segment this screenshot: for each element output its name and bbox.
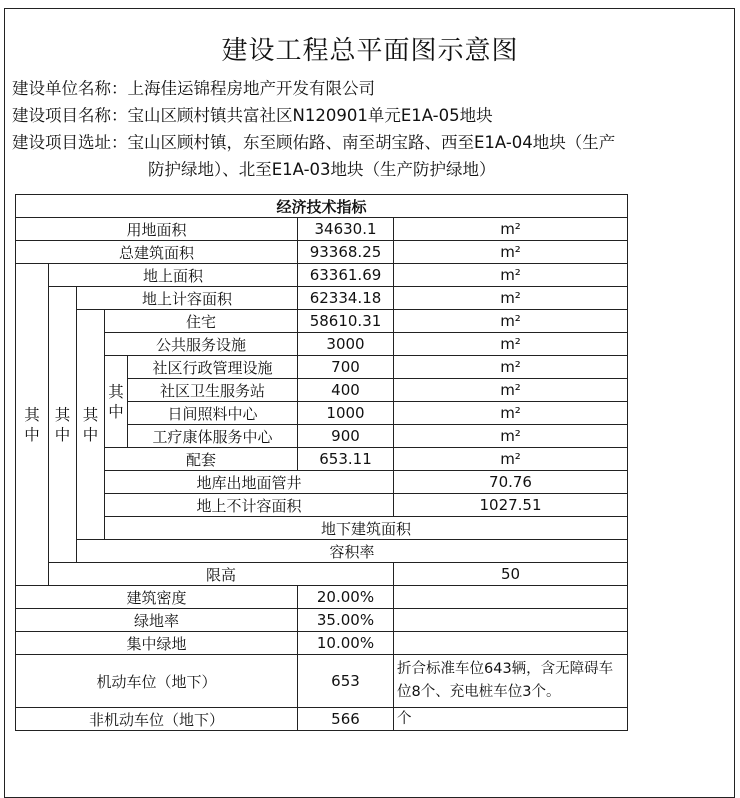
table-row [16, 310, 628, 333]
construction-unit-label: 建设单位名称： [12, 79, 128, 98]
row-value: 653.11 [298, 448, 394, 471]
row-label: 建筑密度 [16, 586, 298, 609]
row-value: 653 [298, 655, 394, 708]
economic-indicators-table [15, 194, 628, 731]
table-row [16, 356, 628, 379]
row-value: 3000 [298, 333, 394, 356]
row-unit: m² [394, 264, 628, 287]
page-title: 建设工程总平面图示意图 [221, 36, 519, 66]
row-value: 34630.1 [298, 218, 394, 241]
table-row [16, 264, 628, 287]
row-unit: m² [394, 448, 628, 471]
row-unit: m² [394, 287, 628, 310]
row-value: 58610.31 [298, 310, 394, 333]
row-unit: m² [394, 241, 628, 264]
project-name-label: 建设项目名称： [12, 106, 128, 125]
row-label: 用地面积 [16, 218, 298, 241]
row-value: 70.76 [394, 471, 628, 494]
row-value: 50 [394, 563, 628, 586]
row-value: 700 [298, 356, 394, 379]
qizhong-level-2: 其 中 [49, 287, 77, 563]
row-value: 35.00% [298, 609, 394, 632]
row-label: 机动车位（地下） [16, 655, 298, 708]
project-site-line-2 [148, 158, 496, 182]
row-value: 900 [298, 425, 394, 448]
row-label: 总建筑面积 [16, 241, 298, 264]
project-site-line [12, 131, 615, 155]
row-unit [394, 609, 628, 632]
construction-unit-value: 上海佳运锦程房地产开发有限公司 [127, 79, 375, 98]
table-row [16, 609, 628, 632]
construction-unit-line [12, 77, 375, 101]
table-row [16, 287, 628, 310]
row-label: 地库出地面管井 [105, 471, 394, 494]
row-value: 1000 [298, 402, 394, 425]
row-unit: m² [394, 218, 628, 241]
row-unit: m² [394, 402, 628, 425]
table-row [16, 517, 628, 540]
row-unit: 个 [394, 708, 628, 731]
row-value: 62334.18 [298, 287, 394, 310]
table-row [16, 471, 628, 494]
row-label: 地上面积 [49, 264, 298, 287]
row-label: 地上计容面积 [77, 287, 298, 310]
table-row [16, 241, 628, 264]
row-label: 绿地率 [16, 609, 298, 632]
row-unit [394, 586, 628, 609]
row-unit: m² [394, 425, 628, 448]
table-row [16, 632, 628, 655]
row-unit: m² [394, 333, 628, 356]
table-header-row [16, 195, 628, 218]
row-label: 工疗康体服务中心 [128, 425, 298, 448]
row-value: 400 [298, 379, 394, 402]
table-row [16, 494, 628, 517]
row-label: 容积率 [77, 540, 628, 563]
row-label: 限高 [49, 563, 394, 586]
row-label: 社区行政管理设施 [128, 356, 298, 379]
qizhong-level-4: 其 中 [105, 356, 128, 448]
table-row [16, 586, 628, 609]
row-label: 非机动车位（地下） [16, 708, 298, 731]
table-row [16, 218, 628, 241]
row-label: 集中绿地 [16, 632, 298, 655]
row-value: 10.00% [298, 632, 394, 655]
qizhong-level-3: 其 中 [77, 310, 105, 540]
row-value: 93368.25 [298, 241, 394, 264]
row-label: 地上不计容面积 [105, 494, 394, 517]
project-site-value-1: 宝山区顾村镇，东至顾佑路、南至胡宝路、西至E1A-04地块（生产 [127, 133, 616, 152]
project-site-label: 建设项目选址： [12, 133, 128, 152]
table-row [16, 448, 628, 471]
table-header: 经济技术指标 [16, 195, 628, 218]
row-value: 566 [298, 708, 394, 731]
row-label: 地下建筑面积 [105, 517, 628, 540]
row-unit: m² [394, 356, 628, 379]
table-row [16, 540, 628, 563]
row-note: 折合标准车位643辆，含无障碍车位8个、充电桩车位3个。 [394, 655, 628, 708]
row-unit: m² [394, 379, 628, 402]
table-row [16, 333, 628, 356]
row-value: 1027.51 [394, 494, 628, 517]
row-unit: m² [394, 310, 628, 333]
row-value: 20.00% [298, 586, 394, 609]
row-label: 住宅 [105, 310, 298, 333]
row-label: 社区卫生服务站 [128, 379, 298, 402]
table-row [16, 563, 628, 586]
table-row [16, 655, 628, 708]
row-unit [394, 632, 628, 655]
project-name-line [12, 104, 493, 128]
row-label: 日间照料中心 [128, 402, 298, 425]
table-row [16, 708, 628, 731]
qizhong-level-1: 其 中 [16, 264, 49, 586]
row-label: 配套 [105, 448, 298, 471]
project-site-value-2: 防护绿地）、北至E1A-03地块（生产防护绿地） [148, 160, 496, 179]
project-name-value: 宝山区顾村镇共富社区N120901单元E1A-05地块 [127, 106, 493, 125]
row-label: 公共服务设施 [105, 333, 298, 356]
row-value: 63361.69 [298, 264, 394, 287]
